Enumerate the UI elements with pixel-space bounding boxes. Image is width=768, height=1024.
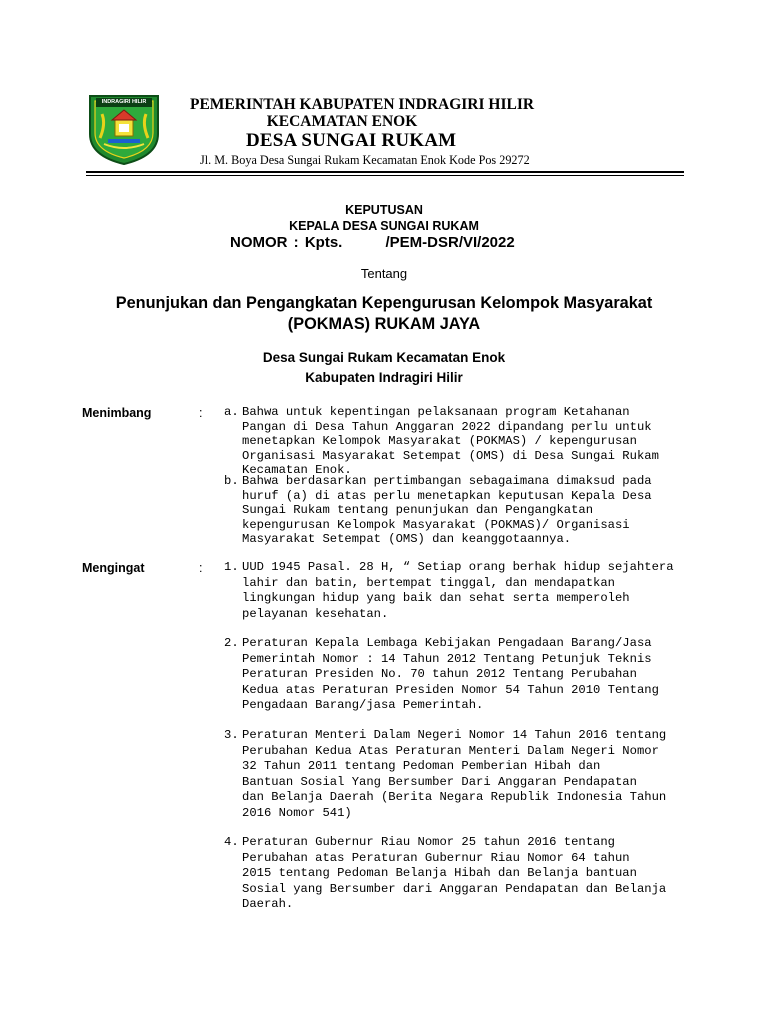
district-name: KECAMATAN ENOK [266,113,418,130]
considering-item-a: Bahwa untuk kepentingan pelaksanaan program Ketahanan Pangan di Desa Tahun Anggaran 2022 dipandang perlu untuk menetapkan Kelompok Masyarakat (POKMAS) / kepengurusan Organisasi Masyarakat Setempat (OMS) di Desa Sungai Rukam Kecamatan Enok. [242,405,659,478]
decree-issuer: KEPALA DESA SUNGAI RUKAM [289,219,479,233]
decree-subject-line-1: Penunjukan dan Pengangkatan Kepengurusan Kelompok Masyarakat [115,294,653,312]
decree-number: NOMOR : Kpts. /PEM-DSR/VI/2022 [230,234,515,251]
letterhead-rule-thin [86,175,684,176]
decree-subject-line-2: (POKMAS) RUKAM JAYA [287,315,481,333]
considering-item-b: Bahwa berdasarkan pertimbangan sebagaimana dimaksud pada huruf (a) di atas perlu menetapkan keputusan Kepala Desa Sungai Rukam tentang penunjukan dan Pengangkatan kepengurusan Kelompok Masyarakat (POKMAS)/ Organisasi Masyarakat Setempat (OMS) dan keanggotaannya. [242,474,652,547]
recalling-item-3-marker: 3. [224,728,239,742]
recalling-label: Mengingat [82,561,145,575]
considering-item-a-marker: a. [224,405,239,419]
place-line-1: Desa Sungai Rukam Kecamatan Enok [262,350,506,365]
place-line-2: Kabupaten Indragiri Hilir [305,370,463,385]
recalling-item-2-marker: 2. [224,636,239,650]
considering-label: Menimbang [82,406,152,420]
recalling-item-4-marker: 4. [224,835,239,849]
recalling-item-2: Peraturan Kepala Lembaga Kebijakan Pengadaan Barang/Jasa Pemerintah Nomor : 14 Tahun 2012 Tentang Petunjuk Teknis Peraturan Presiden No. 70 tahun 2012 Tentang Perubahan Kedua atas Peraturan Presiden Nomor 54 Tahun 2010 Tentang Pengadaan Barang/jasa Pemerintah. [242,636,659,713]
considering-colon: : [199,406,203,420]
recalling-item-4: Peraturan Gubernur Riau Nomor 25 tahun 2016 tentang Perubahan atas Peraturan Gubernur Riau Nomor 64 tahun 2015 tentang Pedoman Belanja Hibah dan Belanja bantuan Sosial yang Bersumber dari Anggaran Pendapatan dan Belanja Daerah. [242,835,667,912]
about-label: Tentang [360,266,408,281]
letterhead-rule-thick [86,171,684,173]
recalling-item-1: UUD 1945 Pasal. 28 H, “ Setiap orang berhak hidup sejahtera lahir dan batin, bertempat tinggal, dan mendapatkan lingkungan hidup yang baik dan sehat serta memperoleh pelayanan kesehatan. [242,560,674,621]
village-name: DESA SUNGAI RUKAM [246,130,457,151]
office-address: Jl. M. Boya Desa Sungai Rukam Kecamatan Enok Kode Pos 29272 [200,153,530,167]
considering-item-b-marker: b. [224,474,239,488]
decree-heading: KEPUTUSAN [345,203,423,217]
recalling-item-3: Peraturan Menteri Dalam Negeri Nomor 14 Tahun 2016 tentang Perubahan Kedua Atas Peraturan Menteri Dalam Negeri Nomor 32 Tahun 2011 tentang Pedoman Pemberian Hibah dan Bantuan Sosial Yang Bersumber Dari Anggaran Pendapatan dan Belanja Daerah (Berita Negara Republik Indonesia Tahun 2016 Nomor 541) [242,728,667,820]
government-name: PEMERINTAH KABUPATEN INDRAGIRI HILIR [190,96,535,113]
emblem-label: INDRAGIRI HILIR [101,99,147,105]
regency-emblem-icon [86,94,162,166]
recalling-item-1-marker: 1. [224,560,239,574]
recalling-colon: : [199,561,203,575]
